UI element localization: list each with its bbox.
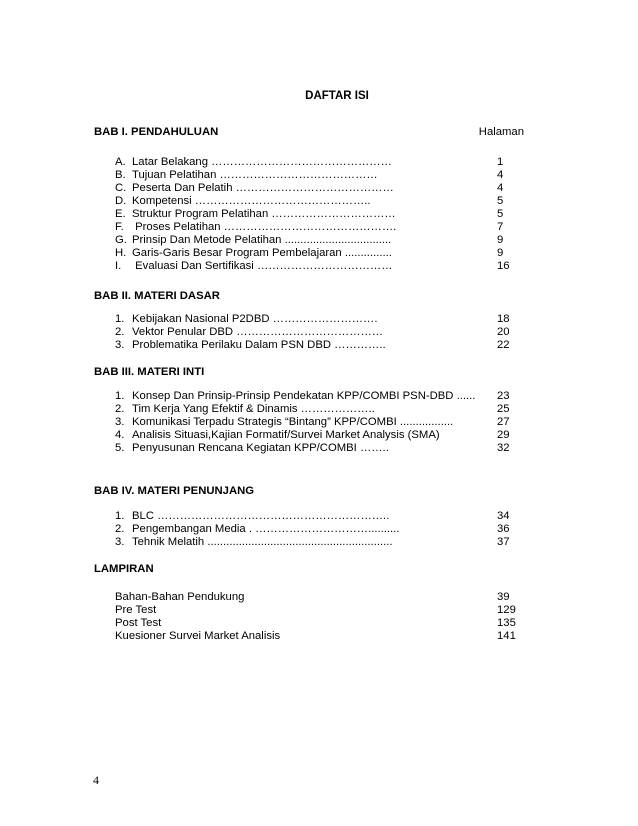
- toc-entry[interactable]: [115, 182, 394, 194]
- toc-entry[interactable]: [115, 339, 386, 351]
- entry-number: 3.: [115, 339, 125, 351]
- entry-page: 141: [497, 630, 516, 642]
- toc-entry[interactable]: [115, 234, 391, 246]
- section-heading-bab-3: BAB III. MATERI INTI: [94, 366, 205, 378]
- entry-page: 1: [497, 156, 504, 168]
- toc-entry[interactable]: [115, 429, 440, 441]
- entry-page: 25: [497, 403, 510, 415]
- toc-entry[interactable]: [115, 260, 393, 272]
- entry-number: 5.: [115, 442, 125, 454]
- entry-page: 27: [497, 416, 510, 428]
- entry-text: Garis-Garis Besar Program Pembelajaran ...............: [132, 247, 392, 259]
- entry-page: 22: [497, 339, 510, 351]
- entry-page: 23: [497, 390, 510, 402]
- entry-text: Latar Belakang …………………………………………: [132, 156, 392, 168]
- toc-entry[interactable]: [115, 169, 378, 181]
- entry-page: 20: [497, 326, 510, 338]
- entry-page: 18: [497, 313, 510, 325]
- entry-page: 7: [497, 221, 504, 233]
- entry-text: Pengembangan Media . …………………………..........: [132, 523, 400, 535]
- entry-text: Problematika Perilaku Dalam PSN DBD …………..: [132, 339, 386, 351]
- entry-number: I.: [115, 260, 122, 272]
- toc-entry[interactable]: [115, 523, 399, 535]
- entry-page: 32: [497, 442, 510, 454]
- entry-number: 1.: [115, 510, 125, 522]
- entry-page: 37: [497, 536, 510, 548]
- toc-entry[interactable]: [115, 390, 475, 402]
- entry-text: Analisis Situasi,Kajian Formatif/Survei Market Analysis (SMA): [132, 429, 440, 441]
- toc-entry[interactable]: [115, 403, 375, 415]
- toc-entry[interactable]: [115, 510, 389, 522]
- entry-page: 36: [497, 523, 510, 535]
- halaman-label: Halaman: [478, 126, 524, 138]
- entry-page: 34: [497, 510, 510, 522]
- entry-text: Konsep Dan Prinsip-Prinsip Pendekatan KPP/COMBI PSN-DBD ......: [132, 390, 476, 402]
- entry-number: 1.: [115, 390, 125, 402]
- entry-page: 135: [497, 617, 516, 629]
- entry-page: 5: [497, 208, 504, 220]
- entry-page: 4: [497, 182, 504, 194]
- toc-entry[interactable]: [115, 247, 392, 259]
- toc-entry[interactable]: [115, 442, 389, 454]
- toc-entry[interactable]: [115, 326, 383, 338]
- entry-text: Tim Kerja Yang Efektif & Dinamis ………………..: [132, 403, 375, 415]
- section-heading-lampiran: LAMPIRAN: [94, 563, 154, 575]
- toc-entry[interactable]: Bahan-Bahan Pendukung: [115, 591, 245, 603]
- toc-entry[interactable]: [115, 195, 371, 207]
- entry-page: 9: [497, 234, 504, 246]
- entry-number: 2.: [115, 523, 125, 535]
- entry-text: Kompetensi ………………………………………..: [132, 195, 371, 207]
- entry-text: Penyusunan Rencana Kegiatan KPP/COMBI ……..: [132, 442, 389, 454]
- page-number: 4: [93, 773, 99, 787]
- entry-number: 3.: [115, 536, 125, 548]
- entry-number: G.: [115, 234, 127, 246]
- entry-text: BLC ……………………………………………………..: [132, 510, 390, 522]
- entry-number: B.: [115, 169, 126, 181]
- entry-text: Kebijakan Nasional P2DBD ……………………….: [132, 313, 378, 325]
- entry-text: Proses Pelatihan ……………………………………….: [132, 221, 397, 233]
- toc-entry[interactable]: [115, 221, 396, 233]
- entry-number: F.: [115, 221, 124, 233]
- entry-text: Struktur Program Pelatihan ……………………………: [132, 208, 396, 220]
- toc-entry[interactable]: Kuesioner Survei Market Analisis: [115, 630, 281, 642]
- toc-entry[interactable]: [115, 313, 377, 325]
- toc-entry[interactable]: Post Test: [115, 617, 162, 629]
- entry-number: C.: [115, 182, 127, 194]
- toc-entry[interactable]: Pre Test: [115, 604, 157, 616]
- entry-text: Tujuan Pelatihan ……………………………………: [132, 169, 378, 181]
- entry-number: 1.: [115, 313, 125, 325]
- entry-number: D.: [115, 195, 127, 207]
- toc-entry[interactable]: [115, 416, 453, 428]
- entry-page: 9: [497, 247, 504, 259]
- entry-text: Vektor Penular DBD …………………………………: [132, 326, 384, 338]
- entry-text: Tehnik Melatih ...........................................................: [132, 536, 393, 548]
- entry-text: Prinsip Dan Metode Pelatihan ..................................: [132, 234, 392, 246]
- entry-number: A.: [115, 156, 126, 168]
- entry-page: 16: [497, 260, 510, 272]
- toc-entry[interactable]: [115, 208, 396, 220]
- entry-page: 129: [497, 604, 516, 616]
- section-heading-bab-4: BAB IV. MATERI PENUNJANG: [94, 485, 255, 497]
- entry-page: 29: [497, 429, 510, 441]
- section-heading-bab-2: BAB II. MATERI DASAR: [94, 290, 220, 302]
- entry-text: Peserta Dan Pelatih ……………………………………: [132, 182, 394, 194]
- entry-number: E.: [115, 208, 126, 220]
- entry-text: Komunikasi Terpadu Strategis “Bintang” KPP/COMBI .................: [132, 416, 454, 428]
- toc-entry[interactable]: [115, 536, 393, 548]
- entry-number: 4.: [115, 429, 125, 441]
- entry-number: H.: [115, 247, 127, 259]
- entry-page: 5: [497, 195, 504, 207]
- toc-entry[interactable]: [115, 156, 392, 168]
- entry-page: 4: [497, 169, 504, 181]
- entry-number: 3.: [115, 416, 125, 428]
- entry-number: 2.: [115, 403, 125, 415]
- page-title: DAFTAR ISI: [305, 90, 369, 102]
- section-heading-bab-1: BAB I. PENDAHULUAN: [94, 126, 219, 138]
- entry-page: 39: [497, 591, 510, 603]
- entry-text: Evaluasi Dan Sertifikasi ………………………………: [132, 260, 393, 272]
- entry-number: 2.: [115, 326, 125, 338]
